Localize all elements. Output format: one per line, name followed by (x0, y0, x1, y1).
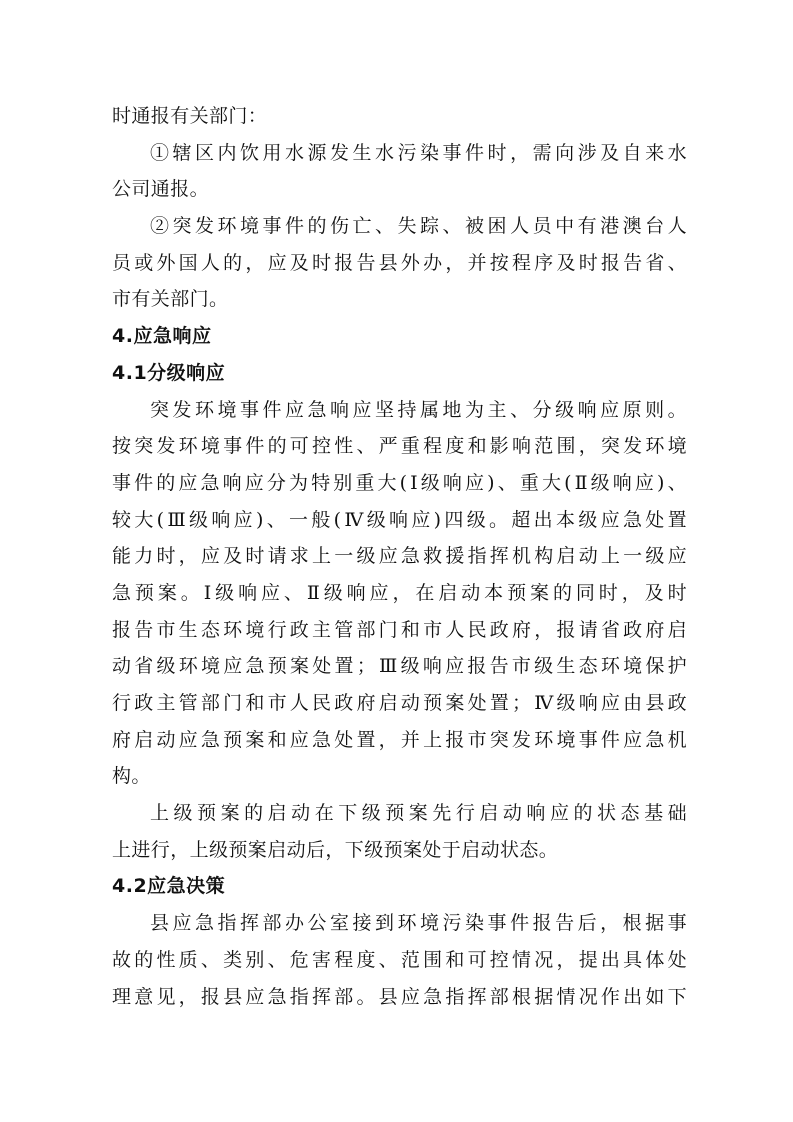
text-line: 府启动应急预案和应急处置，并上报市突发环境事件应急机 (112, 728, 687, 751)
text-line: 构。 (112, 765, 151, 788)
text-line: 县应急指挥部办公室接到环境污染事件报告后，根据事 (150, 912, 687, 935)
section-heading-4-1: 4.1分级响应 (112, 361, 226, 384)
list-item-1 (112, 135, 687, 208)
text-line: 突发环境事件应急响应坚持属地为主、分级响应原则。 (150, 398, 687, 421)
list-item-2 (112, 208, 687, 318)
section-heading-4-2: 4.2应急决策 (112, 875, 226, 898)
text-line: 公司通报。 (112, 178, 210, 201)
section-heading-4: 4.应急响应 (112, 325, 212, 348)
text-line: 故的性质、类别、危害程度、范围和可控情况，提出具体处 (112, 948, 687, 971)
document-body (112, 98, 687, 1015)
text-line: 时通报有关部门： (112, 105, 268, 127)
text-line: 急预案。Ⅰ级响应、Ⅱ级响应，在启动本预案的同时，及时 (112, 581, 687, 604)
text-line: ①辖区内饮用水源发生水污染事件时，需向涉及自来水 (150, 141, 687, 164)
paragraph-4-1-b (112, 795, 687, 868)
text-line: 动省级环境应急预案处置；Ⅲ级响应报告市级生态环境保护 (112, 655, 687, 678)
text-line: 员或外国人的，应及时报告县外办，并按程序及时报告省、 (112, 251, 687, 274)
paragraph-continuation (112, 98, 687, 135)
paragraph-4-2-a (112, 905, 687, 1015)
text-line: 上进行，上级预案启动后，下级预案处于启动状态。 (112, 838, 559, 861)
text-line: 较大(Ⅲ级响应)、一般(Ⅳ级响应)四级。超出本级应急处置 (112, 508, 687, 531)
text-line: 市有关部门。 (112, 288, 229, 311)
paragraph-4-1-a (112, 392, 687, 796)
text-line: 能力时，应及时请求上一级应急救援指挥机构启动上一级应 (112, 545, 687, 568)
text-line: ②突发环境事件的伤亡、失踪、被困人员中有港澳台人 (150, 215, 687, 238)
text-line: 行政主管部门和市人民政府启动预案处置；Ⅳ级响应由县政 (112, 692, 687, 714)
text-line: 事件的应急响应分为特别重大(Ⅰ级响应)、重大(Ⅱ级响应)、 (112, 471, 687, 494)
text-line: 理意见，报县应急指挥部。县应急指挥部根据情况作出如下 (112, 985, 687, 1008)
text-line: 上级预案的启动在下级预案先行启动响应的状态基础 (150, 802, 687, 825)
text-line: 按突发环境事件的可控性、严重程度和影响范围，突发环境 (112, 435, 687, 458)
text-line: 报告市生态环境行政主管部门和市人民政府，报请省政府启 (112, 618, 687, 641)
